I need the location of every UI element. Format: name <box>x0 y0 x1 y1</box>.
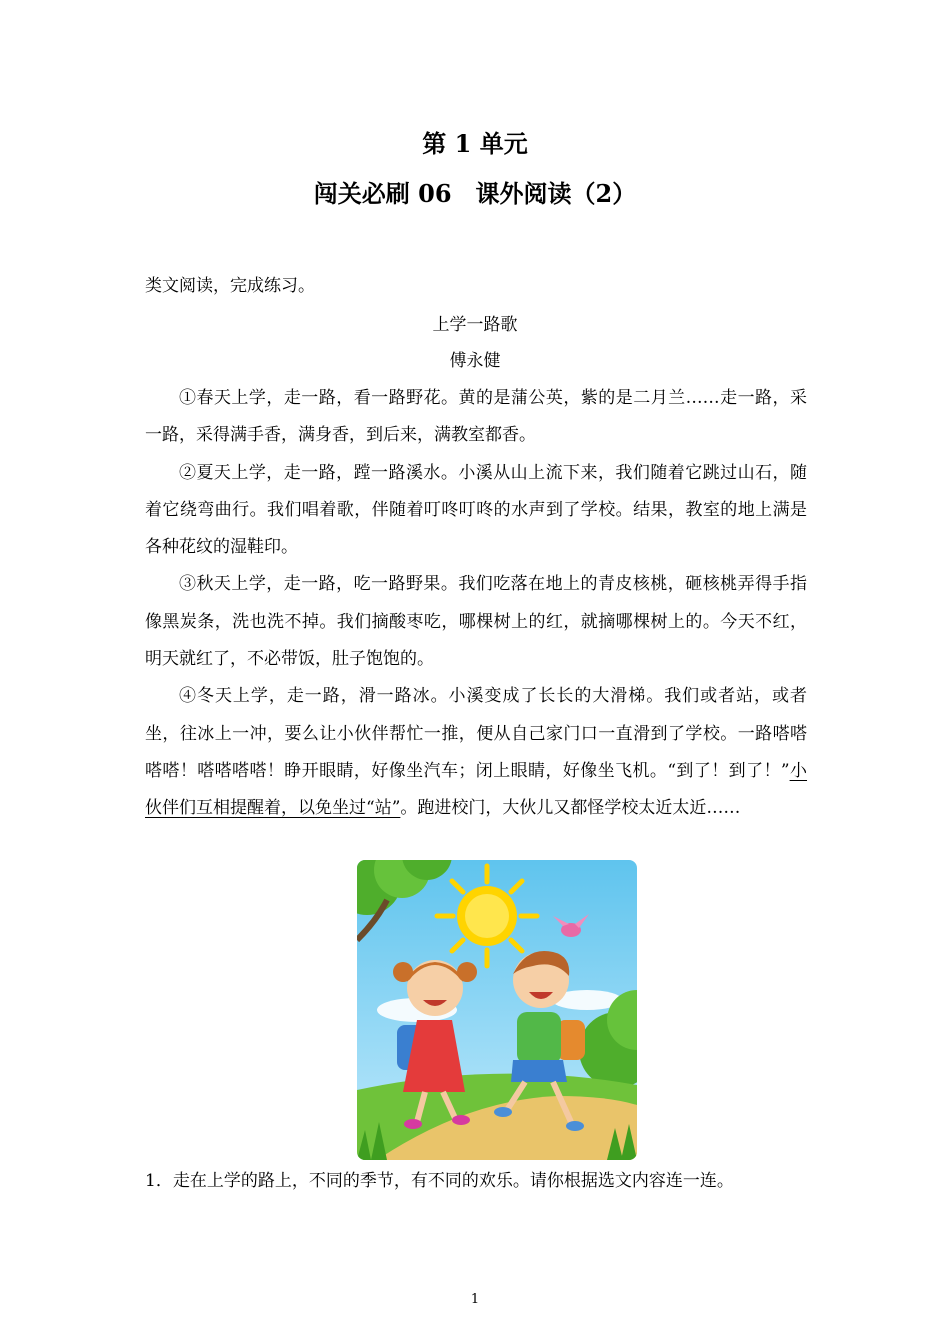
article-title: 上学一路歌 <box>432 315 518 335</box>
paragraph-winter <box>145 678 807 827</box>
article-body <box>145 380 807 828</box>
unit-title: 第 1 单元 <box>422 129 528 158</box>
lesson-title: 闯关必刷 06 课外阅读（2） <box>313 179 637 208</box>
paragraph-summer: ②夏天上学，走一路，蹚一路溪水。小溪从山上流下来，我们随着它跳过山石，随着它绕弯曲行。我们唱着歌，伴随着叮咚叮咚的水声到了学校。结果，教室的地上满是各种花纹的湿鞋印。 <box>145 462 807 558</box>
winter-text-before: ④冬天上学，走一路，滑一路冰。小溪变成了长长的大滑梯。我们或者站，或者坐，往冰上一冲，要么让小伙伴帮忙一推，便从自己家门口一直滑到了学校。一路嗒嗒嗒嗒！嗒嗒嗒嗒！睁开眼睛，好像坐汽车；闭上眼睛，好像坐飞机。“到了！到了！” <box>145 686 807 781</box>
winter-text-after: 。跑进校门，大伙儿又都怪学校太近太近…… <box>400 798 741 819</box>
question-1: 1．走在上学的路上，不同的季节，有不同的欢乐。请你根据选文内容连一连。 <box>145 1171 734 1191</box>
paragraph-autumn: ③秋天上学，走一路，吃一路野果。我们吃落在地上的青皮核桃，砸核桃弄得手指像黑炭条，洗也洗不掉。我们摘酸枣吃，哪棵树上的红，就摘哪棵树上的。今天不红，明天就红了，不必带饭，肚子饱饱的。 <box>145 574 807 670</box>
illustration-svg <box>357 860 637 1160</box>
article-author: 傅永健 <box>449 351 501 371</box>
underlined-sentence: 小伙伴们互相提醒着，以免坐过“站” <box>145 760 808 819</box>
instruction-text: 类文阅读，完成练习。 <box>145 276 315 296</box>
children-walking-illustration <box>357 860 637 1160</box>
paragraph-spring: ①春天上学，走一路，看一路野花。黄的是蒲公英，紫的是二月兰……走一路，采一路，采得满手香，满身香，到后来，满教室都香。 <box>145 388 807 446</box>
page-number: 1 <box>470 1292 480 1307</box>
sun-icon <box>437 866 537 966</box>
